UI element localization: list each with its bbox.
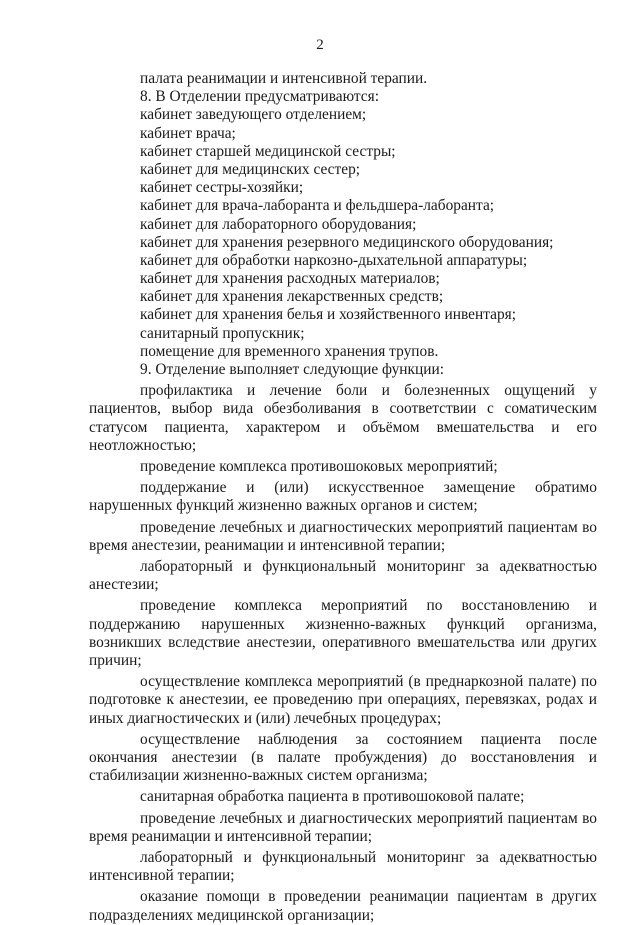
function-item: профилактика и лечение боли и болезненных ощущений у пациентов, выбор вида обезболивания в соответствии с соматическим статусом пациента, характером и объёмом вмешательства и его неотложностью;: [89, 382, 597, 454]
list-item: кабинет для обработки наркозно-дыхательной аппаратуры;: [140, 251, 528, 269]
function-item: поддержание и (или) искусственное замещение обратимо нарушенных функций жизненно важных органов и систем;: [89, 479, 597, 515]
list-item: кабинет врача;: [140, 124, 236, 142]
function-item: лабораторный и функциональный мониторинг за адекватностью анестезии;: [89, 558, 597, 594]
list-item: помещение для временного хранения трупов.: [140, 342, 439, 360]
function-item: проведение лечебных и диагностических мероприятий пациентам во время анестезии, реанимации и интенсивной терапии;: [89, 518, 597, 554]
list-item: кабинет для хранения резервного медицинского оборудования;: [140, 233, 554, 251]
list-item: кабинет для хранения лекарственных средств;: [140, 288, 444, 306]
section8-heading: 8. В Отделении предусматриваются:: [140, 88, 379, 106]
function-item: проведение комплекса противошоковых мероприятий;: [140, 458, 498, 475]
function-item: проведение лечебных и диагностических мероприятий пациентам во время реанимации и интенсивной терапии;: [89, 809, 597, 845]
list-item: кабинет заведующего отделением;: [140, 106, 367, 124]
list-item: кабинет для хранения расходных материалов;: [140, 270, 440, 288]
list-item: кабинет для врача-лаборанта и фельдшера-лаборанта;: [140, 197, 495, 215]
document-body: [89, 70, 597, 925]
section9-heading: 9. Отделение выполняет следующие функции:: [140, 361, 445, 378]
list-item: кабинет для лабораторного оборудования;: [140, 215, 417, 233]
list-item: кабинет сестры-хозяйки;: [140, 179, 304, 197]
function-item: оказание помощи в проведении реанимации пациентам в других подразделениях медицинской организации;: [89, 888, 597, 924]
function-item: лабораторный и функциональный мониторинг за адекватностью интенсивной терапии;: [89, 849, 597, 885]
function-item: осуществление комплекса мероприятий (в преднаркозной палате) по подготовке к анестезии, ее проведению при операциях, перевязках, родах и иных диагностических и (или) лечебных процедурах;: [89, 673, 597, 727]
function-item: осуществление наблюдения за состоянием пациента после окончания анестезии (в палате пробуждения) до восстановления и стабилизации жизненно-важных систем организма;: [89, 730, 597, 785]
function-item: санитарная обработка пациента в противошоковой палате;: [140, 788, 525, 806]
list-item: санитарный пропускник;: [140, 324, 305, 342]
function-item: проведение комплекса мероприятий по восстановлению и поддержанию нарушенных жизненно-важных функций организма, возникших вследствие анестезии, оперативного вмешательства или других причин;: [89, 597, 597, 670]
list-item: кабинет для хранения белья и хозяйственного инвентаря;: [140, 306, 516, 324]
list-item: кабинет старшей медицинской сестры;: [140, 142, 396, 160]
list-item: кабинет для медицинских сестер;: [140, 160, 361, 178]
section8-lead-in: палата реанимации и интенсивной терапии.: [140, 70, 428, 87]
page-number: 2: [316, 37, 324, 53]
